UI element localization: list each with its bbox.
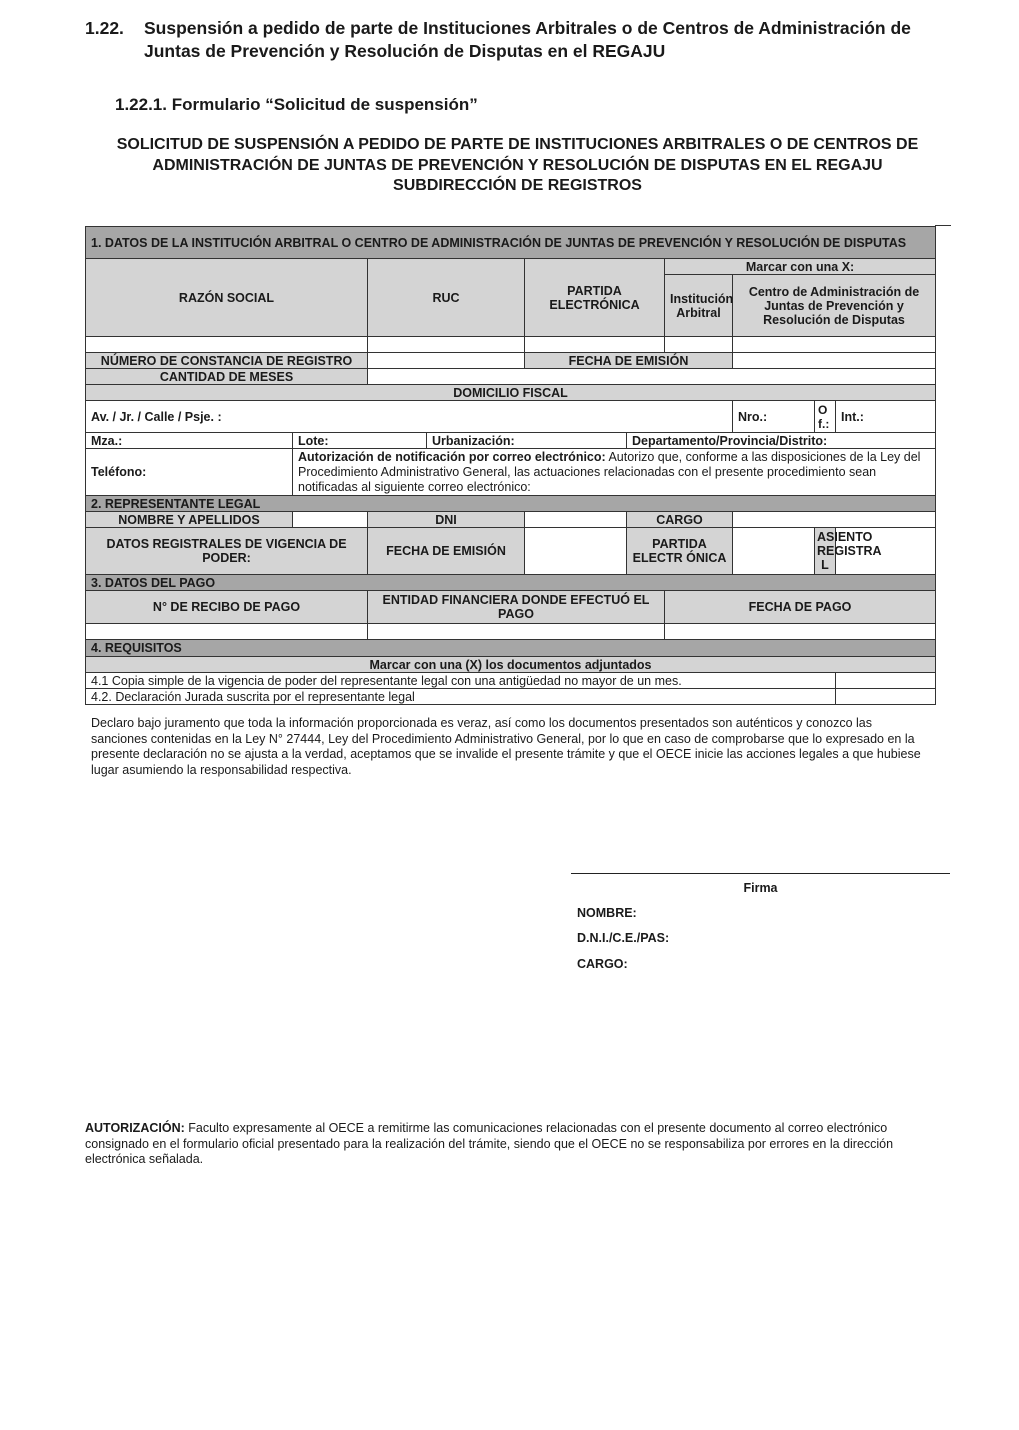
subsection-title: 1.22.1. Formulario “Solicitud de suspensión” xyxy=(115,95,478,114)
nombre-apellidos-label: NOMBRE Y APELLIDOS xyxy=(86,512,293,528)
ruc-header: RUC xyxy=(368,259,525,337)
section-3-header: 3. DATOS DEL PAGO xyxy=(86,575,936,591)
recibo-pago-label: N° DE RECIBO DE PAGO xyxy=(86,591,368,624)
signer-name-label: NOMBRE: xyxy=(577,906,637,920)
cantidad-meses-field[interactable] xyxy=(368,369,936,385)
dni-field[interactable] xyxy=(525,512,627,528)
centro-administracion-checkbox[interactable] xyxy=(733,337,936,353)
numero-constancia-field[interactable] xyxy=(368,353,525,369)
sworn-declaration: Declaro bajo juramento que toda la información proporcionada es veraz, así como los documentos presentados son auténticos y conozco las sanciones contenidas en la Ley N° 27444, Ley del Procedimiento Administrativo General, por lo que en caso de comprobarse que lo expresado en la presente declaración no se ajusta a la verdad, aceptamos que se invalide el presente trámite y que el OECE inicie las acciones legales a que hubiese lugar asumiendo la responsabilidad respectiva. xyxy=(91,716,921,777)
centro-administracion-header: Centro de Administración de Juntas de Prevención y Resolución de Disputas xyxy=(733,275,936,337)
document-title xyxy=(85,135,950,197)
document-title-line1: SOLICITUD DE SUSPENSIÓN A PEDIDO DE PARTE DE INSTITUCIONES ARBITRALES O DE CENTROS DE xyxy=(116,136,919,153)
section-number: 1.22. xyxy=(85,18,124,38)
representante-fecha-emision-label: FECHA DE EMISIÓN xyxy=(368,528,525,575)
section-title: Suspensión a pedido de parte de Instituciones Arbitrales o de Centros de Administración de Juntas de Prevención y Resolución de Disputas en el REGAJU xyxy=(144,18,911,61)
telefono-field[interactable]: Teléfono: xyxy=(86,449,293,496)
entidad-financiera-field[interactable] xyxy=(368,624,665,640)
fecha-emision-label: FECHA DE EMISIÓN xyxy=(525,353,733,369)
lote-field[interactable]: Lote: xyxy=(293,433,427,449)
oficina-field[interactable]: O f.: xyxy=(815,401,836,433)
urbanizacion-field[interactable]: Urbanización: xyxy=(427,433,627,449)
razon-social-field[interactable] xyxy=(86,337,368,353)
cargo-label: CARGO xyxy=(627,512,733,528)
document-title-line2: ADMINISTRACIÓN DE JUNTAS DE PREVENCIÓN Y RESOLUCIÓN DE DISPUTAS EN EL REGAJU xyxy=(152,156,883,174)
signer-id-label: D.N.I./C.E./PAS: xyxy=(577,931,670,945)
signature-line[interactable] xyxy=(571,873,950,874)
dni-label: DNI xyxy=(368,512,525,528)
razon-social-header: RAZÓN SOCIAL xyxy=(86,259,368,337)
numero-field[interactable]: Nro.: xyxy=(733,401,815,433)
representante-partida-label: PARTIDA ELECTR ÓNICA xyxy=(627,528,733,575)
partida-electronica-field[interactable] xyxy=(525,337,665,353)
requisito-item: 4.1 Copia simple de la vigencia de poder del representante legal con una antigüedad no mayor de un mes. xyxy=(86,673,836,689)
avenida-field[interactable]: Av. / Jr. / Calle / Psje. : xyxy=(86,401,733,433)
requisito-item: 4.2. Declaración Jurada suscrita por el representante legal xyxy=(86,689,836,705)
email-authorization-text: Autorizo que, conforme a las disposiciones de la Ley del Procedimiento Administrativo General, las actuaciones relacionadas con el presente procedimiento sean notificadas al siguiente correo electrónico: xyxy=(298,449,921,494)
institucion-arbitral-header: Institución Arbitral xyxy=(665,275,733,337)
datos-registrales-label: DATOS REGISTRALES DE VIGENCIA DE PODER: xyxy=(86,528,368,575)
manzana-field[interactable]: Mza.: xyxy=(86,433,293,449)
institucion-arbitral-checkbox[interactable] xyxy=(665,337,733,353)
table-top-rule xyxy=(935,225,951,226)
domicilio-fiscal-header: DOMICILIO FISCAL xyxy=(86,385,936,401)
section-1-header: 1. DATOS DE LA INSTITUCIÓN ARBITRAL O CENTRO DE ADMINISTRACIÓN DE JUNTAS DE PREVENCIÓN Y RESOLUCIÓN DE DISPUTAS xyxy=(86,227,936,259)
ruc-field[interactable] xyxy=(368,337,525,353)
request-form-table xyxy=(85,226,936,705)
section-2-header: 2. REPRESENTANTE LEGAL xyxy=(86,496,936,512)
numero-constancia-label: NÚMERO DE CONSTANCIA DE REGISTRO xyxy=(86,353,368,369)
representante-partida-field[interactable] xyxy=(733,528,815,575)
cantidad-meses-label: CANTIDAD DE MESES xyxy=(86,369,368,385)
fecha-emision-field[interactable] xyxy=(733,353,936,369)
authorization-text: Faculto expresamente al OECE a remitirme las comunicaciones relacionadas con el presente documento al correo electrónico consignado en el formulario oficial presentado para la realización del trámite, siendo que el OECE no se responsabiliza por errores en la dirección electrónica señalada. xyxy=(85,1121,894,1166)
cargo-field[interactable] xyxy=(733,512,936,528)
signer-position-label: CARGO: xyxy=(577,957,628,971)
document-title-line3: SUBDIRECCIÓN DE REGISTROS xyxy=(393,177,642,194)
signature-label: Firma xyxy=(743,881,778,895)
marcar-documentos-header: Marcar con una (X) los documentos adjuntados xyxy=(86,657,936,673)
asiento-registral-label: ASIENTO REGISTRA L xyxy=(815,528,836,575)
representante-fecha-emision-field[interactable] xyxy=(525,528,627,575)
section-4-header: 4. REQUISITOS xyxy=(86,640,936,657)
email-authorization-label: Autorización de notificación por correo electrónico: xyxy=(298,449,606,464)
authorization-label: AUTORIZACIÓN: xyxy=(85,1121,185,1135)
partida-electronica-header: PARTIDA ELECTRÓNICA xyxy=(525,259,665,337)
entidad-financiera-label: ENTIDAD FINANCIERA DONDE EFECTUÓ EL PAGO xyxy=(368,591,665,624)
recibo-pago-field[interactable] xyxy=(86,624,368,640)
departamento-field[interactable]: Departamento/Provincia/Distrito: xyxy=(627,433,936,449)
requisito-checkbox[interactable] xyxy=(836,689,936,705)
interior-field[interactable]: Int.: xyxy=(836,401,936,433)
email-authorization[interactable] xyxy=(293,449,936,496)
fecha-pago-label: FECHA DE PAGO xyxy=(665,591,936,624)
authorization-paragraph xyxy=(85,1121,951,1168)
nombre-apellidos-field[interactable] xyxy=(293,512,368,528)
fecha-pago-field[interactable] xyxy=(665,624,936,640)
requisito-checkbox[interactable] xyxy=(836,673,936,689)
marcar-x-header: Marcar con una X: xyxy=(665,259,936,275)
